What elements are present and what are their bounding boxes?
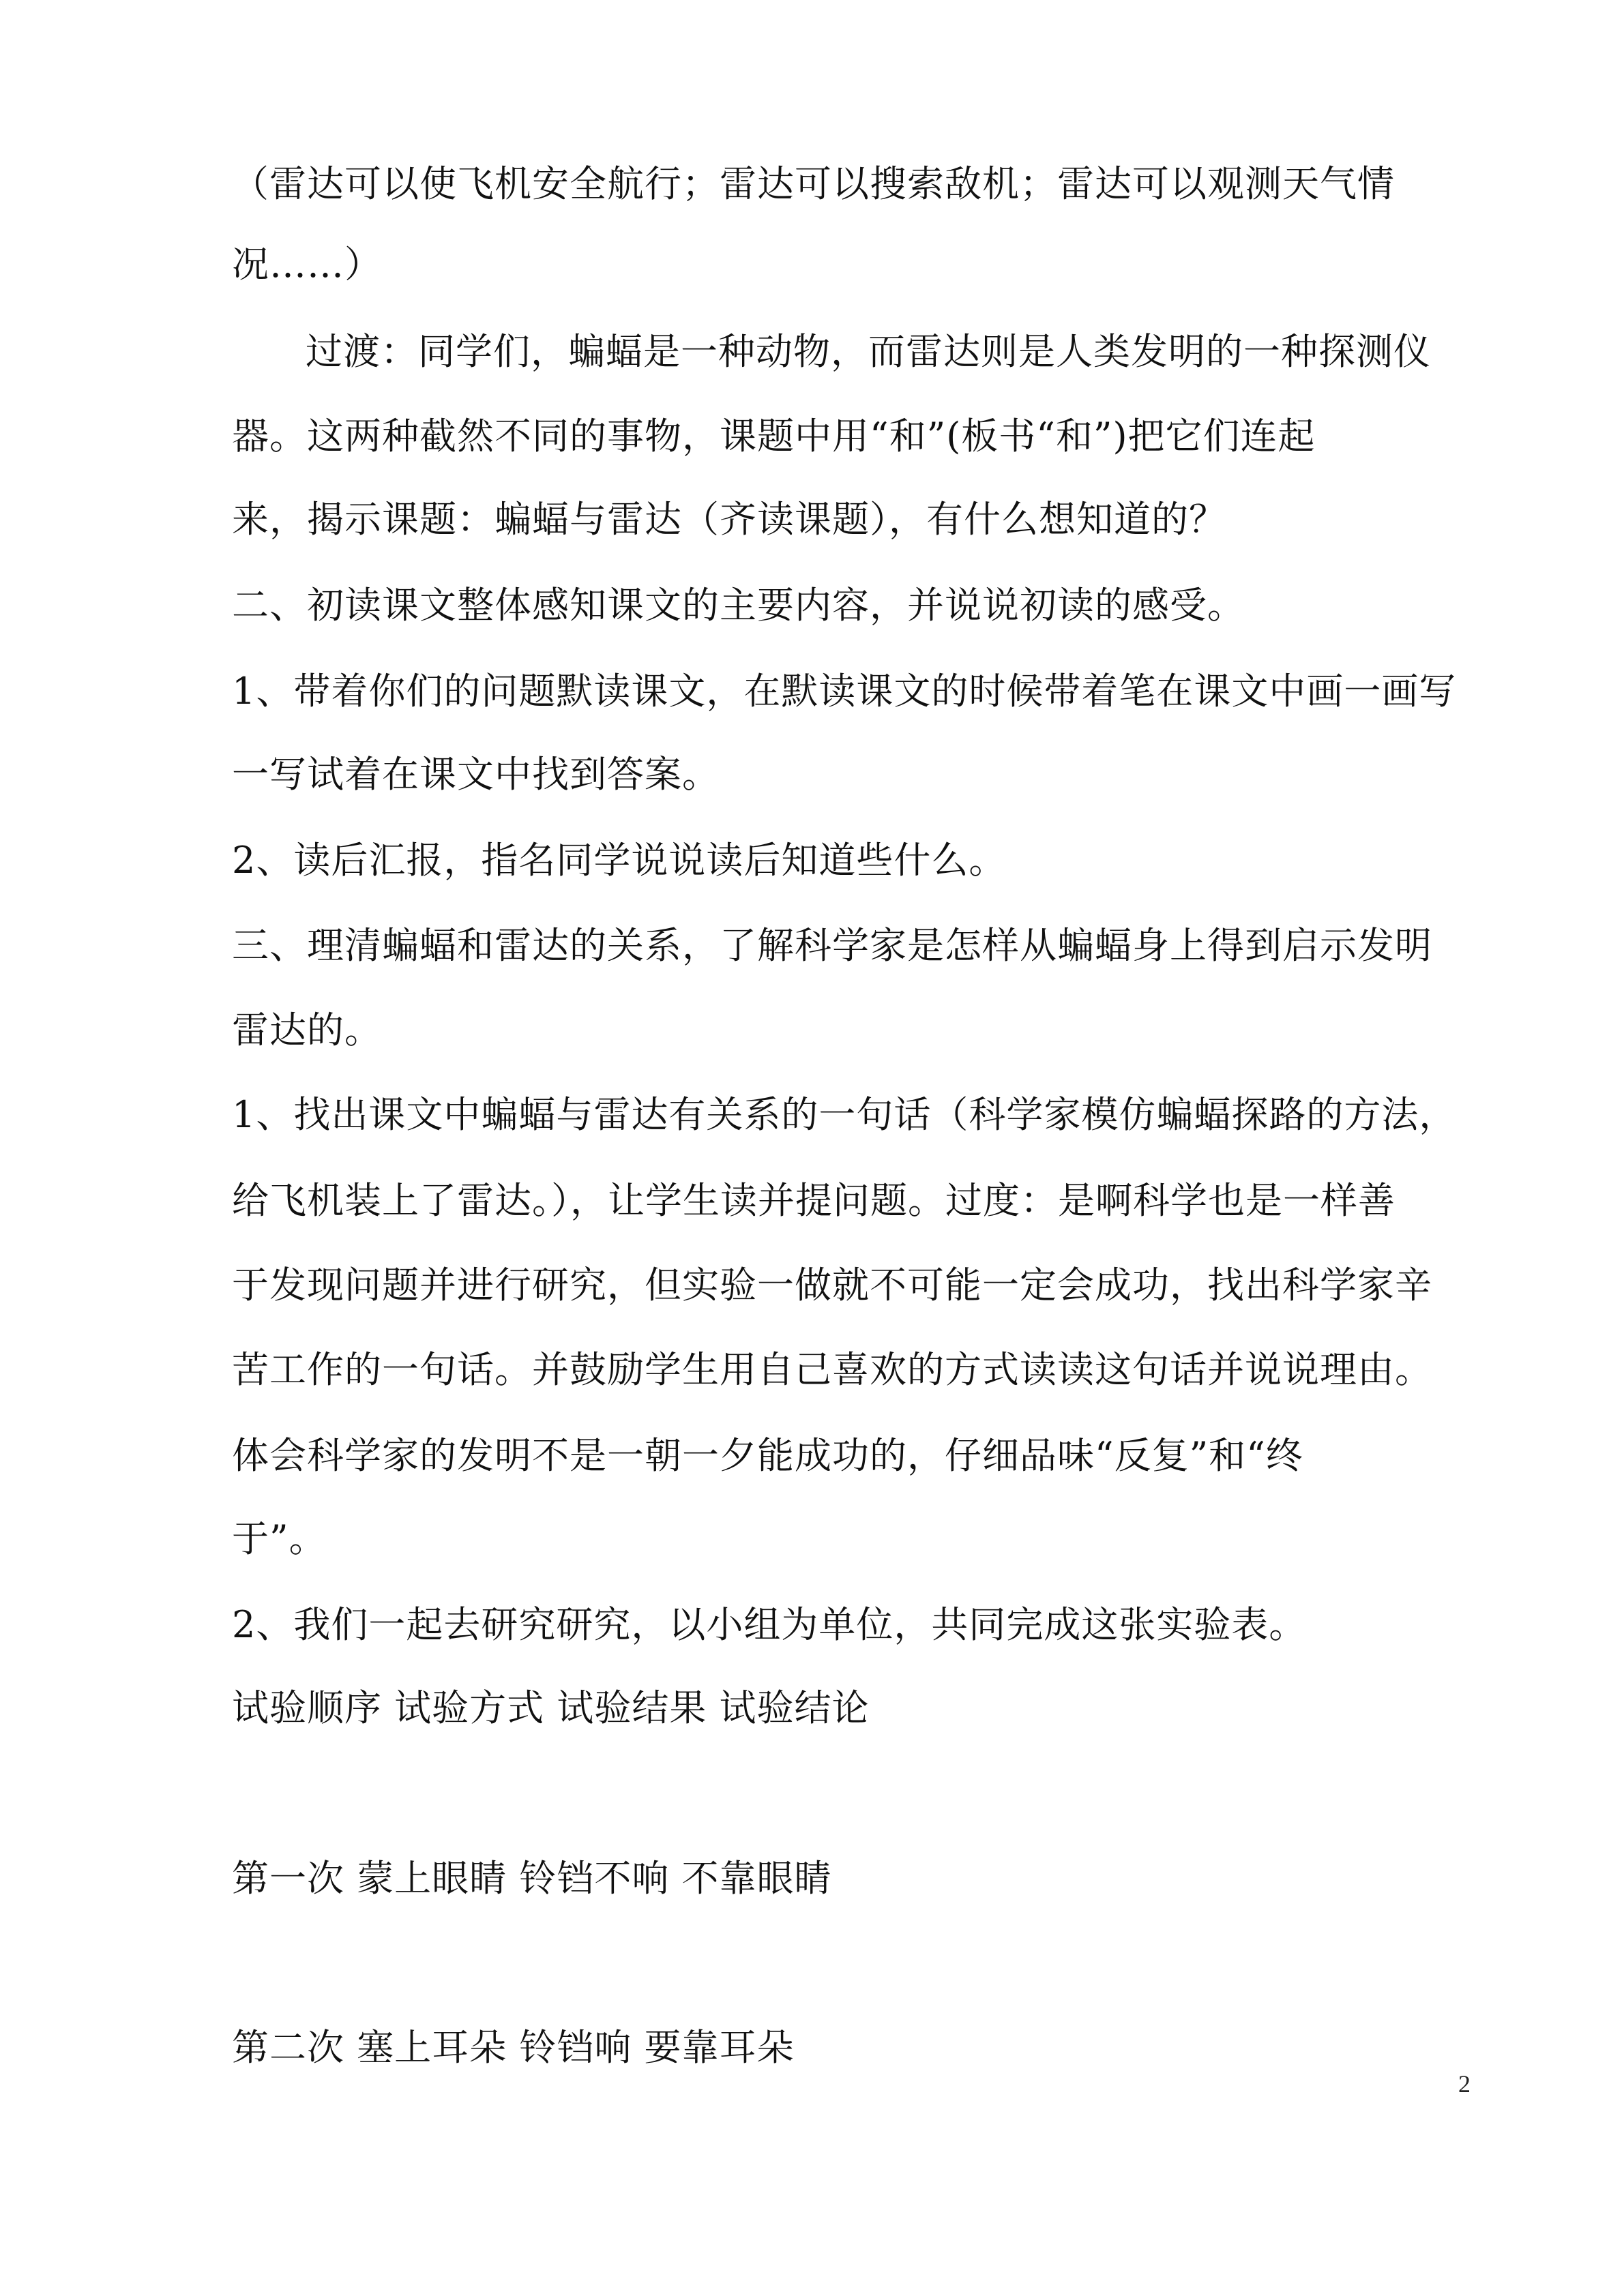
text-line: 雷达的。 — [232, 1009, 382, 1052]
table-row: 第二次 塞上耳朵 铃铛响 要靠耳朵 — [232, 2026, 795, 2069]
text-line: 1、带着你们的问题默读课文，在默读课文的时候带着笔在课文中画一画写 — [232, 670, 1457, 713]
text-line: （雷达可以使飞机安全航行；雷达可以搜索敌机；雷达可以观测天气情 — [232, 162, 1395, 205]
text-line: 于发现问题并进行研究，但实验一做就不可能一定会成功，找出科学家辛 — [232, 1264, 1432, 1307]
text-line: 过渡：同学们，蝙蝠是一种动物，而雷达则是人类发明的一种探测仪 — [306, 330, 1431, 373]
text-line: 于”。 — [232, 1517, 327, 1560]
text-line: 2、读后汇报，指名同学说说读后知道些什么。 — [232, 839, 1007, 882]
text-line: 来，揭示课题：蝙蝠与雷达（齐读课题），有什么想知道的？ — [232, 498, 1226, 541]
text-line: 给飞机装上了雷达。），让学生读并提问题。过度：是啊科学也是一样善 — [232, 1179, 1396, 1222]
section-heading: 二、初读课文整体感知课文的主要内容，并说说初读的感受。 — [232, 584, 1245, 627]
text-line: 器。这两种截然不同的事物，课题中用“和”(板书“和”)把它们连起 — [232, 415, 1316, 458]
table-row: 第一次 蒙上眼睛 铃铛不响 不靠眼睛 — [232, 1857, 832, 1900]
text-line: 体会科学家的发明不是一朝一夕能成功的，仔细品味“反复”和“终 — [232, 1434, 1303, 1477]
text-line: 况……） — [232, 243, 382, 286]
text-line: 苦工作的一句话。并鼓励学生用自己喜欢的方式读读这句话并说说理由。 — [232, 1348, 1432, 1391]
section-heading: 三、理清蝙蝠和雷达的关系，了解科学家是怎样从蝙蝠身上得到启示发明 — [232, 924, 1432, 967]
text-line: 一写试着在课文中找到答案。 — [232, 753, 720, 796]
text-line: 1、找出课文中蝙蝠与雷达有关系的一句话（科学家模仿蝙蝠探路的方法， — [232, 1093, 1457, 1136]
page-number: 2 — [1458, 2070, 1471, 2098]
table-header-row: 试验顺序 试验方式 试验结果 试验结论 — [232, 1686, 870, 1729]
text-line: 2、我们一起去研究研究，以小组为单位，共同完成这张实验表。 — [232, 1603, 1307, 1646]
